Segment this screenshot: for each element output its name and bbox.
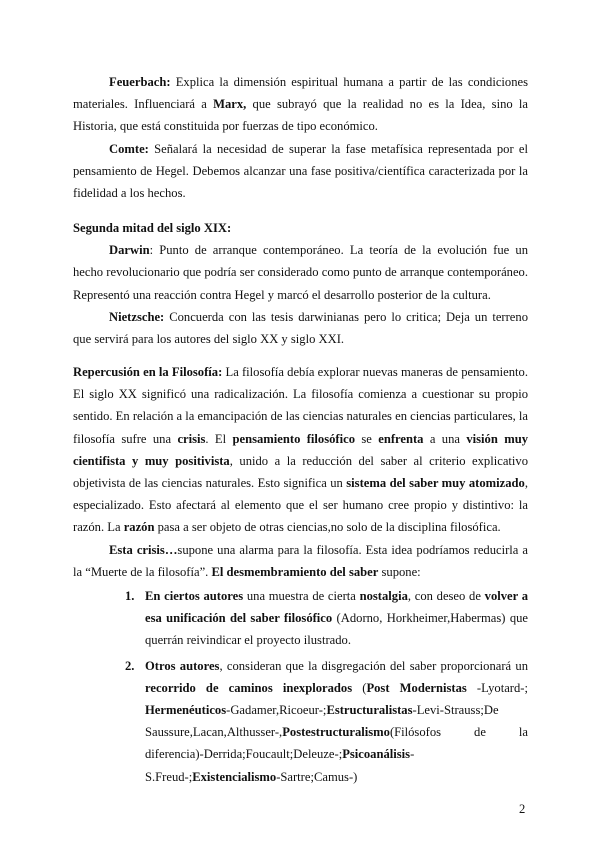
term-nietzsche: Nietzsche: — [109, 309, 165, 324]
section-feuerbach-comte — [73, 71, 528, 204]
term-comte: Comte: — [109, 141, 149, 156]
paragraph-comte — [73, 138, 528, 205]
bold-text: sistema del saber muy atomizado — [346, 476, 525, 491]
numbered-list — [73, 585, 528, 788]
term-marx: Marx, — [213, 97, 247, 112]
text: -Gadamer,Ricoeur-; — [226, 703, 327, 718]
bold-text: Psicoanálisis — [342, 747, 411, 762]
text: a una — [423, 431, 467, 446]
bold-text: pensamiento filosófico — [232, 431, 356, 446]
bold-text: Hermenéuticos — [145, 703, 227, 718]
bold-text: Post Modernistas — [366, 680, 467, 695]
text: pasa a ser objeto de otras ciencias,no solo de la disciplina filosófica. — [154, 520, 501, 535]
text: , especializado. Esto afectará al elemento que el ser humano cree propio y distintivo: la razón. La — [73, 476, 528, 535]
text: una muestra de cierta — [243, 589, 360, 604]
text: supone una alarma para la filosofía. Esta idea podríamos reducirla a la “Muerte de la filosofía”. — [73, 542, 528, 579]
text: , unido a la reducción del saber al criterio explicativo objetivista de las ciencias naturales. Esto significa un — [73, 453, 528, 491]
bold-text: Estructuralistas — [326, 703, 413, 718]
text: (Filósofos de la diferencia)-Derrida;Foucault;Deleuze-; — [145, 725, 528, 762]
text: , consideran que la disgregación del saber proporcionará un — [219, 658, 528, 673]
list-number: 1. — [125, 589, 135, 604]
paragraph-nietzsche — [73, 306, 528, 350]
text: : Punto de arranque contemporáneo. La teoría de la evolución fue un hecho revolucionario que podría ser considerado como punto de arranque contemporáneo. Representó una reacción contra Hegel y marcó el desarrollo posterior de la cultura. — [73, 243, 528, 302]
term-repercusion: Repercusión en la Filosofía: — [73, 365, 223, 379]
page-number: 2 — [519, 802, 526, 816]
list-number: 2. — [125, 658, 135, 673]
text: Explica la dimensión espiritual humana a partir de las condiciones materiales. Influenciará a — [73, 75, 528, 112]
paragraph-feuerbach — [73, 71, 528, 138]
bold-text: nostalgia — [359, 589, 408, 604]
bold-text: Otros autores — [145, 658, 220, 673]
bold-text: volver a esa unificación del saber filosófico — [145, 589, 528, 626]
text: -Lyotard-; — [466, 680, 528, 695]
bold-text: Postestructuralismo — [282, 725, 390, 740]
bold-text: En ciertos autores — [145, 589, 244, 604]
section-segunda-mitad — [73, 217, 528, 350]
list-item — [73, 655, 528, 788]
term-crisis: Esta crisis… — [109, 542, 178, 557]
section-repercusion — [73, 361, 528, 791]
paragraph-crisis — [73, 539, 528, 583]
text: -S.Freud-; — [145, 747, 415, 784]
bold-text: recorrido de caminos inexplorados — [145, 680, 353, 695]
paragraph-repercusion — [73, 361, 528, 539]
paragraph-darwin — [73, 239, 528, 306]
text: supone: — [378, 564, 421, 579]
list-item — [73, 585, 528, 652]
bold-text: visión muy cientifista y muy positivista — [73, 431, 529, 468]
bold-text: razón — [123, 520, 155, 535]
text: que subrayó que la realidad no es la Idea, sino la Historia, que está constituida por fuerzas de tipo económico. — [73, 97, 529, 134]
text: ( — [352, 680, 367, 695]
bold-text: enfrenta — [378, 431, 424, 446]
text: , con deseo de — [407, 589, 485, 604]
text: . El — [205, 431, 233, 446]
text: se — [355, 431, 379, 446]
term-darwin: Darwin — [109, 243, 150, 258]
section-heading: Segunda mitad del siglo XIX: — [73, 221, 232, 235]
text: Señalará la necesidad de superar la fase metafísica representada por el pensamiento de Hegel. Debemos alcanzar una fase positiva/científica caracterizada por la fidelidad a los hechos. — [73, 141, 528, 201]
text: (Adorno, Horkheimer,Habermas) que querrán reivindicar el proyecto ilustrado. — [145, 611, 529, 648]
term-feuerbach: Feuerbach: — [109, 75, 171, 89]
text: -Sartre;Camus-) — [276, 769, 358, 784]
text: La filosofía debía explorar nuevas maneras de pensamiento. El siglo XX significó una radicalización. La filosofía comienza a cuestionar su propio sentido. En relación a la emancipación de las ciencias naturales en ciencias particulares, la filosofía sufre una — [73, 365, 528, 446]
bold-text: crisis — [177, 431, 206, 446]
bold-text: El desmembramiento del saber — [211, 564, 379, 579]
bold-text: Existencialismo — [192, 769, 277, 784]
text: -Levi-Strauss;De Saussure,Lacan,Althusser-, — [145, 703, 499, 740]
text: Concuerda con las tesis darwinianas pero lo critica; Deja un terreno que servirá para los autores del siglo XX y siglo XXI. — [73, 309, 528, 347]
